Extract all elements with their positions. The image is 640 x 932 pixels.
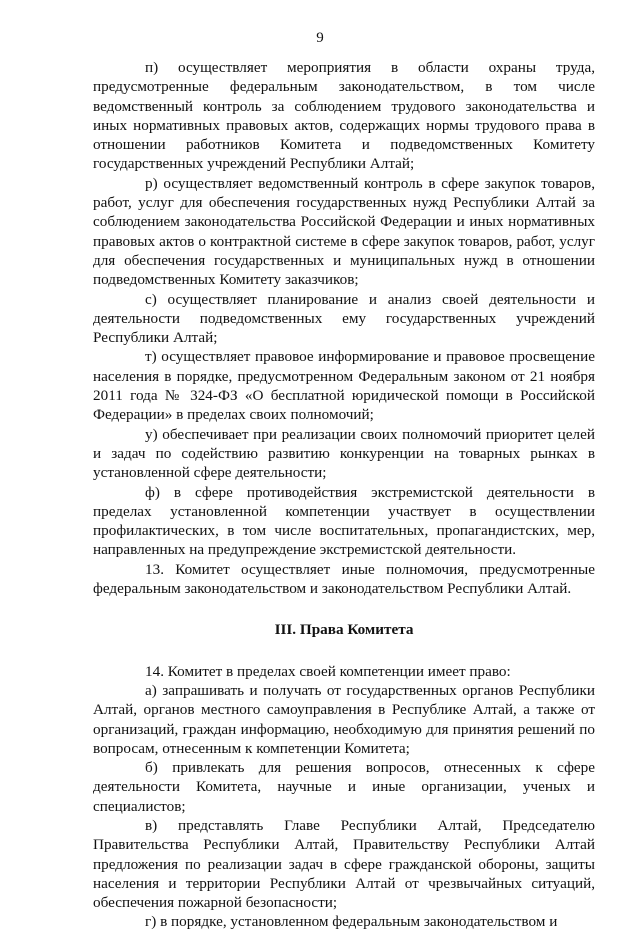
- paragraph-s: с) осуществляет планирование и анализ своей деятельности и деятельности подведомственных ему государственных учреждений Республики Алтай;: [93, 290, 595, 347]
- paragraph-v: в) представлять Главе Республики Алтай, Председателю Правительства Республики Алтай, Правительству Республики Алтай предложения по реализации задач в сфере гражданской обороны, защиты населения и территории Республики Алтай от чрезвычайных ситуаций, обеспечения пожарной безопасности;: [93, 816, 595, 912]
- paragraph-14: 14. Комитет в пределах своей компетенции имеет право:: [145, 662, 511, 680]
- paragraph-a: а) запрашивать и получать от государственных органов Республики Алтай, органов местного самоуправления в Республике Алтай, а также от организаций, граждан информацию, необходимую для принятия решений по вопросам, отнесенным к компетенции Комитета;: [93, 681, 595, 757]
- paragraph-r: р) осуществляет ведомственный контроль в сфере закупок товаров, работ, услуг для обеспечения государственных нужд Республики Алтай за соблюдением законодательства Российской Федерации и иных нормативных правовых актов о контрактной системе в сфере закупок товаров, работ, услуг для обеспечения государственных и муниципальных нужд в отношении подведомственных Комитету заказчиков;: [93, 174, 595, 289]
- paragraph-u: у) обеспечивает при реализации своих полномочий приоритет целей и задач по содействию развитию конкуренции на товарных рынках в установленной сфере деятельности;: [93, 425, 595, 482]
- paragraph-g: г) в порядке, установленном федеральным законодательством и: [145, 913, 558, 931]
- paragraph-t: т) осуществляет правовое информирование и правовое просвещение населения в порядке, предусмотренном Федеральным законом от 21 ноября 2011 года № 324-ФЗ «О бесплатной юридической помощи в Российской Федерации» в пределах своих полномочий;: [93, 348, 595, 424]
- paragraph-p: п) осуществляет мероприятия в области охраны труда, предусмотренные федеральным законодательством, в том числе ведомственный контроль за соблюдением трудового законодательства и иных нормативных правовых актов, содержащих нормы трудового права в отношении работников Комитета и подведомственных Комитету государственных учреждений Республики Алтай;: [93, 59, 595, 173]
- paragraph-f: ф) в сфере противодействия экстремистской деятельности в пределах установленной компетенции участвует в осуществлении профилактических, в том числе воспитательных, пропагандистских, мер, направленных на предупреждение экстремистской деятельности.: [93, 483, 595, 559]
- document-body: [93, 58, 595, 932]
- section-heading: III. Права Комитета: [274, 621, 414, 639]
- paragraph-b: б) привлекать для решения вопросов, отнесенных к сфере деятельности Комитета, научные и иные организации, ученых и специалистов;: [93, 759, 595, 815]
- paragraph-13: 13. Комитет осуществляет иные полномочия, предусмотренные федеральным законодательством и законодательством Республики Алтай.: [93, 560, 595, 598]
- page-number: 9: [316, 30, 324, 46]
